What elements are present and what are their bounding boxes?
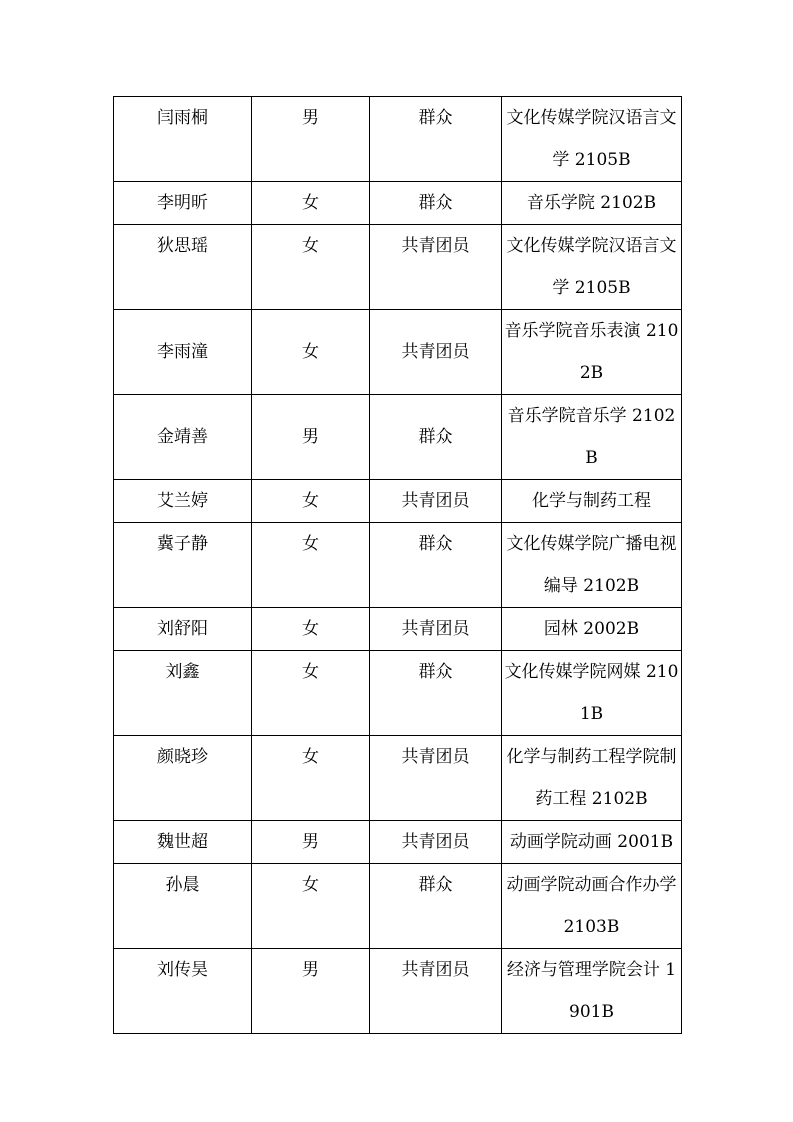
political-status-cell: 共青团员 xyxy=(370,310,502,395)
student-name-cell: 狄思瑶 xyxy=(114,225,252,310)
table-row xyxy=(114,225,682,310)
student-name-cell: 冀子静 xyxy=(114,523,252,608)
class-major-cell: 动画学院动画合作办学 2103B xyxy=(502,864,682,949)
student-roster-table xyxy=(113,96,682,1034)
student-name-cell: 刘鑫 xyxy=(114,651,252,736)
table-row xyxy=(114,395,682,480)
student-name-cell: 李明昕 xyxy=(114,182,252,225)
student-name-cell: 李雨潼 xyxy=(114,310,252,395)
political-status-cell: 群众 xyxy=(370,864,502,949)
student-name-cell: 魏世超 xyxy=(114,821,252,864)
gender-cell: 女 xyxy=(252,310,370,395)
table-row xyxy=(114,182,682,225)
class-major-cell: 文化传媒学院广播电视编导 2102B xyxy=(502,523,682,608)
gender-cell: 女 xyxy=(252,480,370,523)
gender-cell: 女 xyxy=(252,182,370,225)
class-major-cell: 文化传媒学院汉语言文学 2105B xyxy=(502,225,682,310)
political-status-cell: 群众 xyxy=(370,97,502,182)
political-status-cell: 共青团员 xyxy=(370,225,502,310)
roster-body xyxy=(114,97,682,1034)
table-row xyxy=(114,736,682,821)
table-row xyxy=(114,821,682,864)
gender-cell: 女 xyxy=(252,651,370,736)
table-row xyxy=(114,864,682,949)
student-name-cell: 孙晨 xyxy=(114,864,252,949)
student-name-cell: 颜晓珍 xyxy=(114,736,252,821)
gender-cell: 女 xyxy=(252,608,370,651)
table-row xyxy=(114,523,682,608)
class-major-cell: 文化传媒学院汉语言文学 2105B xyxy=(502,97,682,182)
table-row xyxy=(114,310,682,395)
table-row xyxy=(114,97,682,182)
class-major-cell: 经济与管理学院会计 1901B xyxy=(502,949,682,1034)
political-status-cell: 共青团员 xyxy=(370,821,502,864)
political-status-cell: 群众 xyxy=(370,651,502,736)
political-status-cell: 共青团员 xyxy=(370,480,502,523)
table-row xyxy=(114,608,682,651)
class-major-cell: 音乐学院音乐学 2102B xyxy=(502,395,682,480)
table-row xyxy=(114,949,682,1034)
class-major-cell: 文化传媒学院网媒 2101B xyxy=(502,651,682,736)
gender-cell: 女 xyxy=(252,736,370,821)
student-name-cell: 艾兰婷 xyxy=(114,480,252,523)
gender-cell: 男 xyxy=(252,821,370,864)
gender-cell: 男 xyxy=(252,949,370,1034)
political-status-cell: 群众 xyxy=(370,523,502,608)
class-major-cell: 园林 2002B xyxy=(502,608,682,651)
political-status-cell: 群众 xyxy=(370,395,502,480)
class-major-cell: 化学与制药工程学院制药工程 2102B xyxy=(502,736,682,821)
political-status-cell: 共青团员 xyxy=(370,736,502,821)
table-row xyxy=(114,651,682,736)
class-major-cell: 动画学院动画 2001B xyxy=(502,821,682,864)
gender-cell: 女 xyxy=(252,225,370,310)
student-name-cell: 刘舒阳 xyxy=(114,608,252,651)
class-major-cell: 音乐学院 2102B xyxy=(502,182,682,225)
gender-cell: 男 xyxy=(252,395,370,480)
gender-cell: 女 xyxy=(252,864,370,949)
gender-cell: 女 xyxy=(252,523,370,608)
political-status-cell: 群众 xyxy=(370,182,502,225)
table-row xyxy=(114,480,682,523)
political-status-cell: 共青团员 xyxy=(370,949,502,1034)
political-status-cell: 共青团员 xyxy=(370,608,502,651)
class-major-cell: 音乐学院音乐表演 2102B xyxy=(502,310,682,395)
student-name-cell: 闫雨桐 xyxy=(114,97,252,182)
class-major-cell: 化学与制药工程 xyxy=(502,480,682,523)
student-name-cell: 刘传昊 xyxy=(114,949,252,1034)
gender-cell: 男 xyxy=(252,97,370,182)
student-name-cell: 金靖善 xyxy=(114,395,252,480)
